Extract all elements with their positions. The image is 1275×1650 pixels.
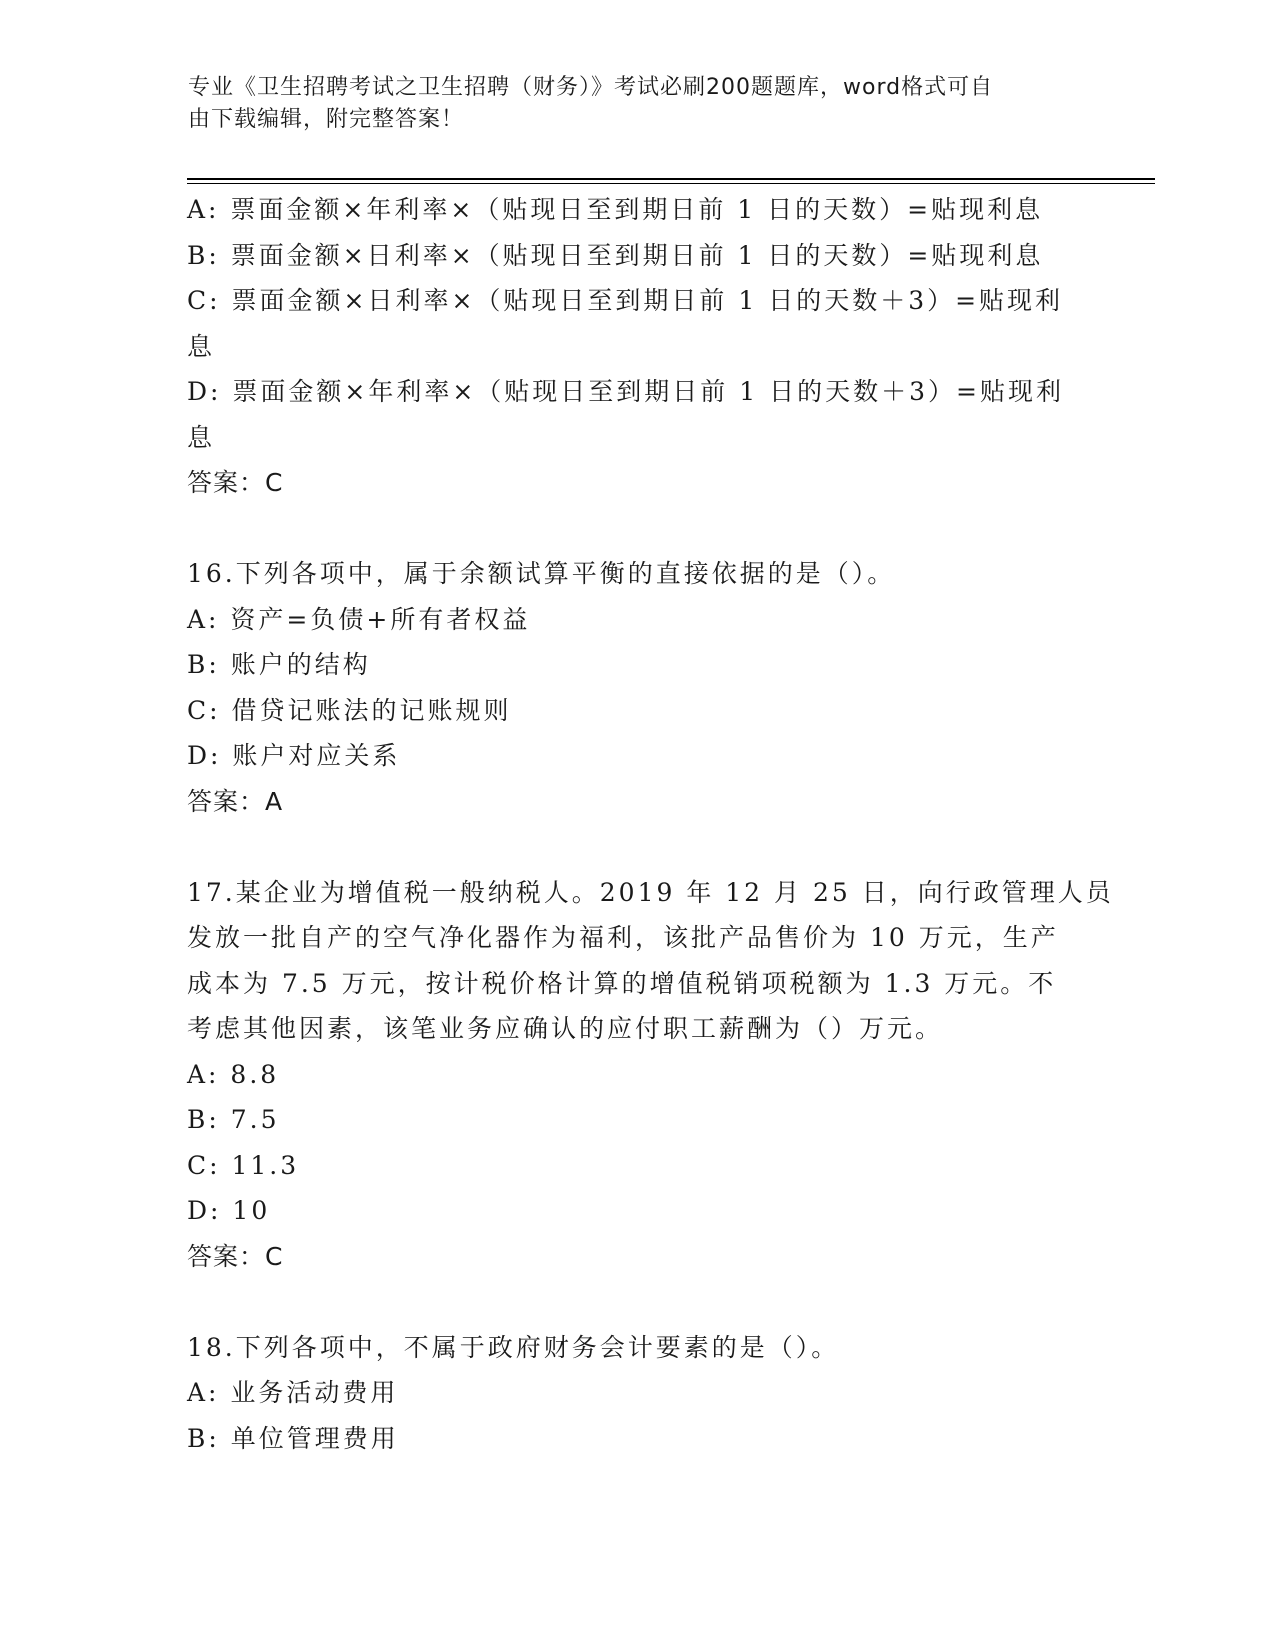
option-d-line-2: 息 — [187, 422, 216, 452]
question-stem: 16.下列各项中，属于余额试算平衡的直接依据的是（）。 — [187, 559, 896, 588]
answer: 答案：A — [187, 786, 284, 816]
question-stem: 18.下列各项中，不属于政府财务会计要素的是（）。 — [187, 1332, 840, 1362]
spacer — [187, 506, 1087, 552]
spacer — [187, 824, 1087, 870]
option-b: B: 7.5 — [187, 1105, 280, 1134]
option-a: A: 业务活动费用 — [187, 1378, 399, 1407]
option-d: D: 账户对应关系 — [187, 741, 401, 770]
question-stem-line-3: 成本为 7.5 万元，按计税价格计算的增值税销项税额为 1.3 万元。不 — [187, 968, 1057, 998]
question-stem-line-4: 考虑其他因素，该笔业务应确认的应付职工薪酬为（）万元。 — [187, 1014, 944, 1043]
option-d-line-1: D: 票面金额×年利率×（贴现日至到期日前 1 日的天数＋3）=贴现利 — [187, 377, 1064, 406]
question-content — [187, 187, 1114, 1461]
option-b: B: 票面金额×日利率×（贴现日至到期日前 1 日的天数）=贴现利息 — [187, 240, 1044, 270]
option-a: A: 票面金额×年利率×（贴现日至到期日前 1 日的天数）=贴现利息 — [187, 195, 1044, 224]
answer: 答案：C — [187, 468, 284, 497]
question-18 — [187, 1325, 1087, 1462]
option-d: D: 10 — [187, 1196, 271, 1225]
option-a: A: 8.8 — [187, 1059, 280, 1089]
option-b: B: 账户的结构 — [187, 650, 371, 679]
option-c-line-2: 息 — [187, 331, 216, 361]
question-16 — [187, 551, 1087, 824]
option-b: B: 单位管理费用 — [187, 1423, 399, 1453]
header-divider-thin — [187, 183, 1155, 184]
header-divider-thick — [187, 178, 1155, 180]
option-c: C: 11.3 — [187, 1150, 300, 1180]
header-line-1: 专业《卫生招聘考试之卫生招聘（财务）》考试必刷200题题库，word格式可自 — [188, 75, 994, 100]
option-a: A: 资产=负债+所有者权益 — [187, 604, 531, 634]
answer: 答案：C — [187, 1241, 284, 1271]
question-17 — [187, 870, 1114, 1280]
spacer — [187, 1279, 1087, 1325]
option-c-line-1: C: 票面金额×日利率×（贴现日至到期日前 1 日的天数＋3）=贴现利 — [187, 286, 1064, 315]
question-stem-line-1: 17.某企业为增值税一般纳税人。2019 年 12 月 25 日，向行政管理人员 — [187, 877, 1114, 907]
question-15 — [187, 187, 1087, 506]
document-header — [188, 72, 1068, 136]
question-stem-line-2: 发放一批自产的空气净化器作为福利，该批产品售价为 10 万元，生产 — [187, 923, 1059, 952]
header-line-2: 由下载编辑，附完整答案！ — [188, 107, 465, 132]
option-c: C: 借贷记账法的记账规则 — [187, 695, 512, 725]
